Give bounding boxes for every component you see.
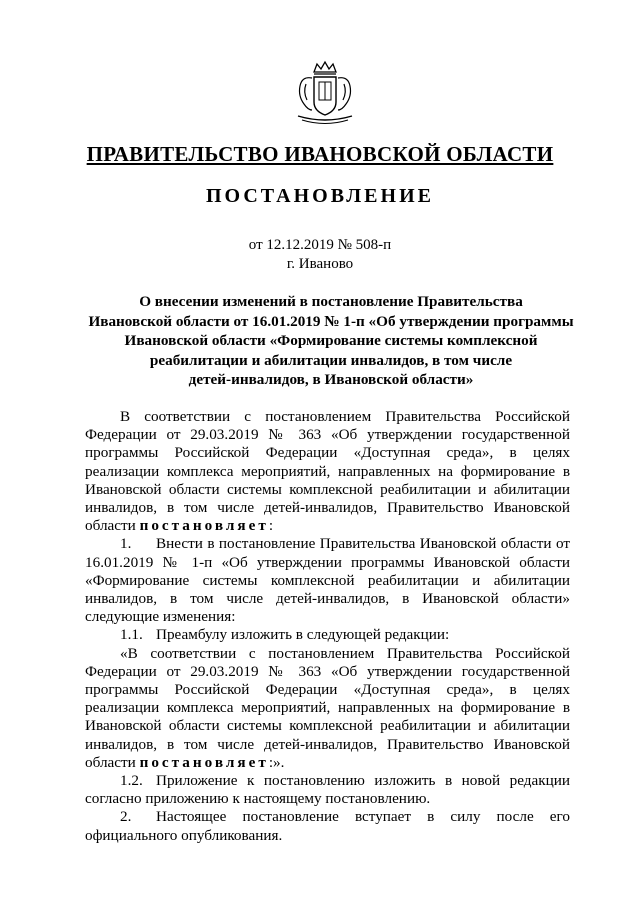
preamble-paragraph: [85, 408, 570, 535]
subject-line: О внесении изменений в постановление Правительства: [139, 293, 523, 310]
new-preamble-paragraph: [85, 645, 570, 772]
item-1-1: [85, 626, 570, 644]
paragraph-text: Внести в постановление Правительства Ивановской области от 16.01.2019 № 1-п «Об утверждении программы Ивановской области «Формирование системы комплексной реабилитации и абилитации инвалидов, в том числе детей-инвалидов, в Ивановской области» следующие изменения:: [85, 535, 570, 626]
spaced-keyword: постановляет: [139, 517, 269, 535]
paragraph-text: «В соответствии с постановлением Правительства Российской Федерации от 29.03.2019 № 363 «Об утверждении государственной программы Российской Федерации «Доступная среда», в целях реализации комплекса мероприятий, направленных на формирование в Ивановской области системы комплексной реабилитации и абилитации инвалидов, в том числе детей-инвалидов, Правительство Ивановской области: [85, 644, 570, 771]
paragraph-text: Преамбулу изложить в следующей редакции:: [156, 626, 450, 644]
spaced-keyword: постановляет: [139, 753, 269, 771]
paragraph-text: Приложение к постановлению изложить в новой редакции согласно приложению к настоящему постановлению.: [85, 772, 570, 808]
item-number: 2.: [120, 808, 132, 826]
subject-line: детей-инвалидов, в Ивановской области»: [188, 371, 474, 388]
paragraph-text: Настоящее постановление вступает в силу после его официального опубликования.: [85, 808, 570, 844]
subject-line: реабилитации и абилитации инвалидов, в том числе: [149, 351, 513, 369]
subject-line: Ивановской области «Формирование системы комплексной: [124, 332, 538, 349]
date-block: [0, 236, 640, 274]
decree-type: ПОСТАНОВЛЕНИЕ: [206, 185, 434, 207]
decree-body: [85, 408, 570, 845]
item-number: 1.2.: [120, 772, 143, 790]
item-1: [85, 535, 570, 626]
paragraph-end: :».: [268, 753, 285, 771]
government-title: ПРАВИТЕЛЬСТВО ИВАНОВСКОЙ ОБЛАСТИ: [86, 142, 554, 166]
decree-subject: [84, 292, 578, 390]
subject-line: Ивановской области от 16.01.2019 № 1-п «Об утверждении программы: [88, 312, 574, 330]
paragraph-end: :: [268, 517, 274, 535]
item-2: [85, 808, 570, 844]
item-number: 1.: [120, 535, 132, 553]
coat-of-arms-icon: [290, 58, 360, 128]
date-number: от 12.12.2019 № 508-п: [248, 237, 392, 253]
item-1-2: [85, 772, 570, 808]
paragraph-text: В соответствии с постановлением Правительства Российской Федерации от 29.03.2019 № 363 «Об утверждении государственной программы Российской Федерации «Доступная среда», в целях реализации комплекса мероприятий, направленных на формирование в Ивановской области системы комплексной реабилитации и абилитации инвалидов, в том числе детей-инвалидов, Правительство Ивановской области: [85, 408, 570, 535]
city: г. Иваново: [286, 256, 354, 272]
item-number: 1.1.: [120, 626, 143, 644]
